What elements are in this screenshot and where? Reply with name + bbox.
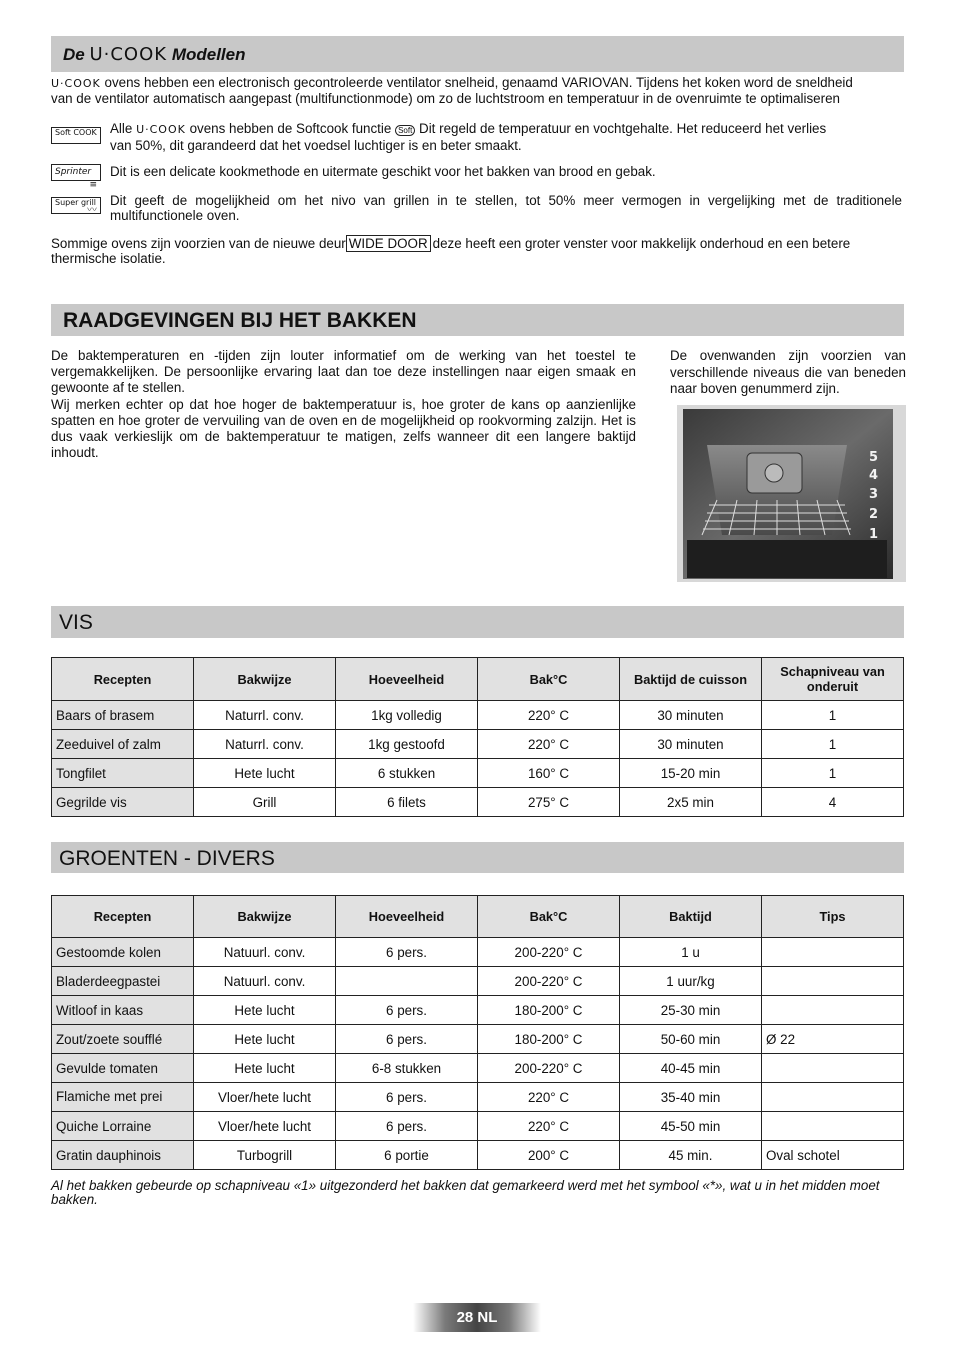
table-row [52, 967, 904, 996]
level-number: 1 [869, 527, 879, 542]
table-cell [762, 967, 904, 996]
column-header: Recepten [52, 896, 194, 938]
bakken-text [51, 348, 636, 461]
groenten-section-title: GROENTEN - DIVERS [59, 847, 275, 870]
ucook-logo: U·COOK [136, 123, 186, 136]
intro-line-2: van de ventilator automatisch aangepast (multifunctionmode) om zo de luchtstroom en temperatuur in de ovenruimte te optimaliseren [51, 91, 840, 106]
level-numbers [869, 450, 878, 542]
table-cell: 50-60 min [620, 1025, 762, 1054]
column-header: Hoeveelheid [336, 658, 478, 701]
groenten-table-body [52, 938, 904, 1170]
table-cell: 220° C [478, 1083, 620, 1112]
softcook-text-b: ovens hebben de Softcook functie [189, 121, 392, 136]
groenten-footnote: Al het bakken gebeurde op schapniveau «1» uitgezonderd het bakken dat gemarkeerd werd met het symbool «*», wat u in het midden moet bakken. [51, 1178, 880, 1207]
widedoor-box: WIDE DOOR [346, 235, 431, 252]
table-cell: 2x5 min [620, 788, 762, 817]
title-prefix: De [63, 45, 85, 64]
oven-levels-note: De ovenwanden zijn voorzien van verschillende niveaus die van beneden naar boven genummerd zijn. [670, 348, 906, 396]
table-cell: Vloer/hete lucht [194, 1112, 336, 1141]
intro-line-1: ovens hebben een electronisch gecontroleerde ventilator snelheid, genaamd VARIOVAN. Tijdens het koken word de sneldheid [104, 75, 853, 90]
softcook-text-a: Alle [110, 121, 133, 136]
table-row [52, 1112, 904, 1141]
table-cell: Vloer/hete lucht [194, 1083, 336, 1112]
table-cell: 6 pers. [336, 996, 478, 1025]
table-cell: Grill [194, 788, 336, 817]
table-cell [762, 938, 904, 967]
table-cell: Hete lucht [194, 996, 336, 1025]
column-header: Tips [762, 896, 904, 938]
table-cell: Flamiche met prei [52, 1083, 194, 1112]
table-cell: Zeeduivel of zalm [52, 730, 194, 759]
vis-section-title: VIS [59, 611, 93, 634]
table-cell: 1kg volledig [336, 701, 478, 730]
supergrill-wave-glyph: 〰 [87, 205, 97, 216]
table-cell: 200-220° C [478, 967, 620, 996]
table-cell: Gegrilde vis [52, 788, 194, 817]
vis-table [51, 657, 904, 817]
supergrill-description [110, 193, 902, 223]
table-cell [762, 1112, 904, 1141]
sprinter-description: Dit is een delicate kookmethode en uitermate geschikt voor het bakken van brood en gebak. [110, 164, 656, 179]
bakken-paragraph-2: Wij merken echter op dat hoe hoger de baktemperatuur is, hoe groter de kans op aanzienlijke spatten en hoe groter de vervuiling van de oven en de mogelijkheid op rookvorming zalzijn. Het is dus vaak verkieslijk om de baktemperatuur te matigen, zelfs wanneer dit een langere baktijd inhoudt. [51, 396, 636, 461]
table-row [52, 788, 904, 817]
table-cell: 1kg gestoofd [336, 730, 478, 759]
table-cell: Gestoomde kolen [52, 938, 194, 967]
softcook-description [110, 121, 910, 153]
table-cell: 200° C [478, 1141, 620, 1170]
title-suffix: Modellen [171, 45, 246, 64]
widedoor-text-b: deze heeft een groter venster voor makkelijk onderhoud en een betere [432, 236, 851, 251]
table-cell: 160° C [478, 759, 620, 788]
groenten-table [51, 895, 904, 1170]
sprinter-icon-label: Sprinter [55, 167, 92, 177]
table-cell: 1 uur/kg [620, 967, 762, 996]
table-cell: 220° C [478, 701, 620, 730]
table-cell: 6 filets [336, 788, 478, 817]
column-header: Baktijd [620, 896, 762, 938]
table-cell: 1 u [620, 938, 762, 967]
table-cell [762, 1054, 904, 1083]
table-row [52, 938, 904, 967]
table-cell: Quiche Lorraine [52, 1112, 194, 1141]
table-cell: Natuurl. conv. [194, 938, 336, 967]
supergrill-icon [51, 197, 101, 214]
table-cell: Bladerdeegpastei [52, 967, 194, 996]
table-cell: 200-220° C [478, 938, 620, 967]
table-cell: 40-45 min [620, 1054, 762, 1083]
column-header: Recepten [52, 658, 194, 701]
table-cell: 35-40 min [620, 1083, 762, 1112]
softcook-line-2: van 50%, dit garandeerd dat het voedsel luchtiger is en beter smaakt. [110, 138, 522, 153]
bakken-section-title: RAADGEVINGEN BIJ HET BAKKEN [63, 309, 417, 332]
table-cell [762, 996, 904, 1025]
table-cell: Tongfilet [52, 759, 194, 788]
column-header: Hoeveelheid [336, 896, 478, 938]
table-cell: 6 pers. [336, 1083, 478, 1112]
table-cell: 275° C [478, 788, 620, 817]
widedoor-paragraph [51, 236, 911, 266]
table-row [52, 759, 904, 788]
bakken-section-header [51, 304, 904, 336]
table-cell [762, 1083, 904, 1112]
column-header: Schapniveau van onderuit [762, 658, 904, 701]
table-cell: 6 pers. [336, 1025, 478, 1054]
table-cell: Gratin dauphinois [52, 1141, 194, 1170]
table-cell: Natuurl. conv. [194, 967, 336, 996]
softcook-inline-icon: Soft [395, 125, 415, 136]
table-cell: 6 pers. [336, 1112, 478, 1141]
supergrill-line-2: multifunctionele oven. [110, 208, 240, 223]
table-cell: Zout/zoete soufflé [52, 1025, 194, 1054]
table-cell: 15-20 min [620, 759, 762, 788]
table-cell: 45-50 min [620, 1112, 762, 1141]
column-header: Bakwijze [194, 658, 336, 701]
level-number: 3 [869, 487, 879, 502]
softcook-text-c: Dit regeld de temperatuur en vochtgehalte. Het reduceerd het verlies [419, 121, 827, 136]
table-row [52, 730, 904, 759]
table-cell: 220° C [478, 730, 620, 759]
table-cell: 6 stukken [336, 759, 478, 788]
ucook-logo: U·COOK [51, 77, 101, 90]
ucook-intro [51, 75, 911, 106]
widedoor-text-a: Sommige ovens zijn voorzien van de nieuwe deur [51, 236, 346, 251]
oven-interior-photo [677, 405, 906, 582]
column-header: Bakwijze [194, 896, 336, 938]
level-number: 2 [869, 507, 879, 522]
table-cell: 6-8 stukken [336, 1054, 478, 1083]
table-cell: Baars of brasem [52, 701, 194, 730]
table-row [52, 1025, 904, 1054]
sprinter-icon [51, 164, 101, 190]
table-cell: Witloof in kaas [52, 996, 194, 1025]
table-cell: Ø 22 [762, 1025, 904, 1054]
vis-table-body [52, 701, 904, 817]
widedoor-line-2: thermische isolatie. [51, 251, 166, 266]
page-number: 28 NL [413, 1303, 541, 1332]
table-cell: Naturrl. conv. [194, 701, 336, 730]
sprinter-lines-glyph: ≡ [89, 180, 97, 190]
table-cell: 4 [762, 788, 904, 817]
table-cell: Oval schotel [762, 1141, 904, 1170]
table-row [52, 701, 904, 730]
table-cell: 1 [762, 730, 904, 759]
table-cell: 180-200° C [478, 1025, 620, 1054]
softcook-icon [51, 127, 101, 144]
column-header: Bak°C [478, 658, 620, 701]
table-cell: 30 minuten [620, 701, 762, 730]
level-number: 5 [869, 450, 879, 465]
table-cell: 1 [762, 701, 904, 730]
column-header: Baktijd de cuisson [620, 658, 762, 701]
table-row [52, 996, 904, 1025]
table-cell: 45 min. [620, 1141, 762, 1170]
bakken-paragraph-1: De baktemperaturen en -tijden zijn louter informatief om de werking van het toestel te vergemakkelijken. De persoonlijke ervaring laat dan toe deze instellingen naar eigen smaak en gewoonte af te stellen. [51, 348, 636, 396]
table-cell: 220° C [478, 1112, 620, 1141]
table-cell: 6 pers. [336, 938, 478, 967]
table-cell: Hete lucht [194, 1025, 336, 1054]
table-cell [336, 967, 478, 996]
ucook-section-title [63, 44, 245, 65]
ucook-section-header [51, 36, 904, 72]
ucook-logo: U·COOK [89, 44, 168, 65]
table-cell: 1 [762, 759, 904, 788]
table-row [52, 1054, 904, 1083]
table-row [52, 1083, 904, 1112]
table-cell: 180-200° C [478, 996, 620, 1025]
table-cell: 25-30 min [620, 996, 762, 1025]
supergrill-line-1: Dit geeft de mogelijkheid om het nivo van grillen in te stellen, tot 50% meer vermogen in vergelijking met de traditionele [110, 193, 902, 208]
supergrill-icon-label: Super grill [55, 198, 97, 207]
table-cell: Turbogrill [194, 1141, 336, 1170]
table-cell: Gevulde tomaten [52, 1054, 194, 1083]
table-cell: 6 portie [336, 1141, 478, 1170]
groenten-section-header [51, 842, 904, 873]
table-cell: Naturrl. conv. [194, 730, 336, 759]
table-cell: Hete lucht [194, 759, 336, 788]
table-row [52, 1141, 904, 1170]
table-cell: Hete lucht [194, 1054, 336, 1083]
level-number: 4 [869, 468, 879, 483]
column-header: Bak°C [478, 896, 620, 938]
softcook-icon-label: Soft COOK [55, 128, 97, 137]
table-cell: 30 minuten [620, 730, 762, 759]
table-cell: 200-220° C [478, 1054, 620, 1083]
vis-section-header [51, 606, 904, 638]
